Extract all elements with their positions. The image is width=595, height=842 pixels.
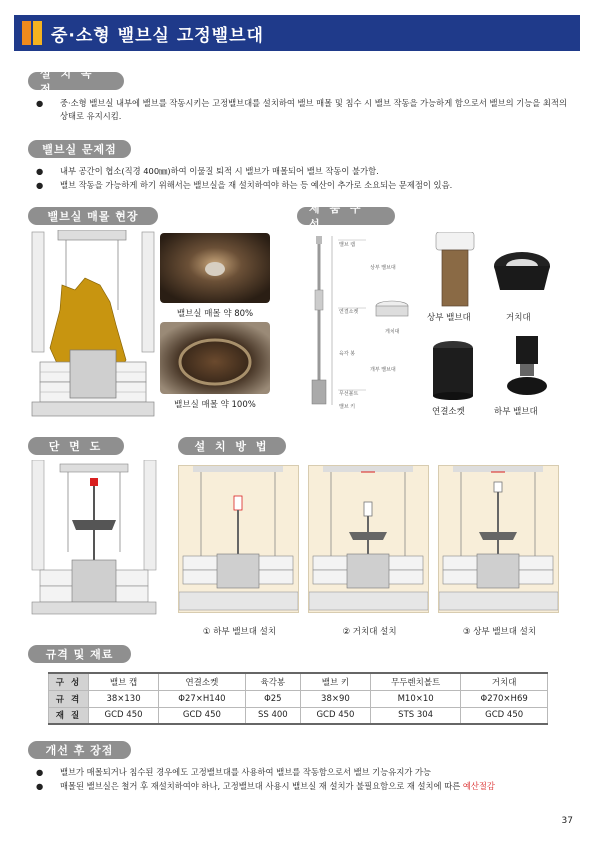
install-step-2-image: [308, 465, 429, 613]
section-product: 제 품 구 성: [297, 207, 395, 225]
cross-section-diagram: [30, 460, 158, 616]
header-accent-yellow: [33, 21, 42, 45]
site-caption-100: 밸브실 매몰 약 100%: [174, 400, 256, 410]
spec-table: [48, 672, 548, 725]
cell-material-2: SS 400: [245, 707, 300, 724]
section-purpose: 설 치 목 적: [28, 72, 124, 90]
page-header: [14, 15, 580, 51]
diag-label-socket: 연결소켓: [339, 309, 359, 315]
diag-label-bolt: 무선볼트: [339, 391, 359, 397]
bullet-icon: ●: [36, 767, 44, 777]
cell-material-0: GCD 450: [89, 707, 159, 724]
cell-size-0: 38×130: [89, 690, 159, 707]
product-label-upper: 상부 밸브대: [427, 313, 471, 323]
stand-image: [492, 250, 552, 296]
install-caption-1: ① 하부 밸브대 설치: [202, 627, 277, 637]
row-label-size: 규 격: [49, 690, 89, 707]
buried-photo-80: [160, 233, 270, 303]
problem-item-2: [36, 179, 568, 192]
install-caption-2: ② 거치대 설치: [342, 627, 397, 637]
diag-label-stand: 게치대: [385, 329, 400, 335]
install-step-1-image: [178, 465, 299, 613]
table-row: [49, 673, 548, 690]
diag-label-lower: 개부 밸브대: [370, 367, 396, 373]
cell-name-4: 무두렌치볼트: [370, 673, 460, 690]
problem-item-1: [36, 165, 568, 178]
install-caption-3: ③ 상부 밸브대 설치: [462, 627, 537, 637]
buried-chamber-diagram: [30, 230, 156, 420]
table-row: [49, 707, 548, 724]
section-install: 설 치 방 법: [178, 437, 286, 455]
header-accent-orange: [22, 21, 31, 45]
row-label-component: 구 성: [49, 673, 89, 690]
section-problem: 밸브실 문제점: [28, 140, 131, 158]
product-label-stand: 거치대: [506, 313, 531, 323]
cell-name-0: 밸브 캡: [89, 673, 159, 690]
cell-size-5: Φ270×H69: [461, 690, 548, 707]
cell-name-5: 거치대: [461, 673, 548, 690]
cell-material-1: GCD 450: [159, 707, 246, 724]
table-row: [49, 690, 548, 707]
purpose-paragraph: [36, 97, 568, 123]
benefit-item-1: [36, 766, 568, 779]
cell-material-3: GCD 450: [300, 707, 370, 724]
section-view: 단 면 도: [28, 437, 124, 455]
cell-size-3: 38×90: [300, 690, 370, 707]
diag-label-key: 밸브 키: [339, 404, 356, 410]
install-step-3-image: [438, 465, 559, 613]
bullet-icon: ●: [36, 781, 44, 791]
cell-name-3: 밸브 키: [300, 673, 370, 690]
benefit-text-2: 매몰된 밸브실은 철거 후 재설치하여야 하나, 고정밸브대 사용시 밸브실 재 설치가 불필요함으로 재 설치에 따른: [60, 781, 461, 791]
cell-name-2: 육각봉: [245, 673, 300, 690]
bullet-icon: ●: [36, 180, 44, 190]
section-site: 밸브실 매몰 현장: [28, 207, 158, 225]
purpose-text: 중·소형 밸브실 내부에 밸브를 작동시키는 고정밸브대를 설치하여 밸브 매몰 및 침수 시 밸브 작동을 가능하게 함으로서 밸브의 기능을 최적의 상태로 유지시킴.: [60, 98, 567, 121]
product-label-socket: 연결소켓: [432, 407, 465, 417]
benefit-text-1: 밸브가 매몰되거나 침수된 경우에도 고정밸브대를 사용하여 밸브를 작동함으로서 밸브 기능유지가 가능: [60, 767, 432, 777]
section-benefit: 개선 후 장점: [28, 741, 131, 759]
product-label-lower: 하부 밸브대: [494, 407, 538, 417]
benefit-highlight: 예산절감: [462, 781, 495, 791]
site-caption-80: 밸브실 매몰 약 80%: [176, 309, 254, 319]
cell-size-2: Φ25: [245, 690, 300, 707]
socket-image: [430, 340, 476, 400]
diag-label-upper: 상부 밸브대: [370, 265, 396, 271]
problem-text-2: 밸브 작동을 가능하게 하기 위해서는 밸브실을 재 설치하여야 하는 등 예산이 추가로 소요되는 문제점이 있음.: [60, 180, 453, 190]
bullet-icon: ●: [36, 166, 44, 176]
row-label-material: 재 질: [49, 707, 89, 724]
cell-material-5: GCD 450: [461, 707, 548, 724]
cell-name-1: 연결소켓: [159, 673, 246, 690]
cell-size-1: Φ27×H140: [159, 690, 246, 707]
buried-photo-100: [160, 322, 270, 394]
diag-label-rod: 육각 봉: [339, 351, 356, 357]
bullet-icon: ●: [36, 98, 44, 108]
upper-valve-stand-image: [430, 232, 480, 308]
cell-size-4: M10×10: [370, 690, 460, 707]
diag-label-cap: 밸브 캡: [339, 242, 356, 248]
lower-valve-stand-image: [504, 334, 550, 400]
section-spec: 규격 및 재료: [28, 645, 131, 663]
benefit-item-2: [36, 780, 538, 793]
problem-text-1: 내부 공간이 협소(직경 400㎜)하여 이물질 퇴적 시 밸브가 매몰되어 밸브 작동이 불가함.: [60, 166, 379, 176]
page-title: 중·소형 밸브실 고정밸브대: [51, 25, 264, 46]
page-number: 37: [561, 816, 573, 826]
cell-material-4: STS 304: [370, 707, 460, 724]
